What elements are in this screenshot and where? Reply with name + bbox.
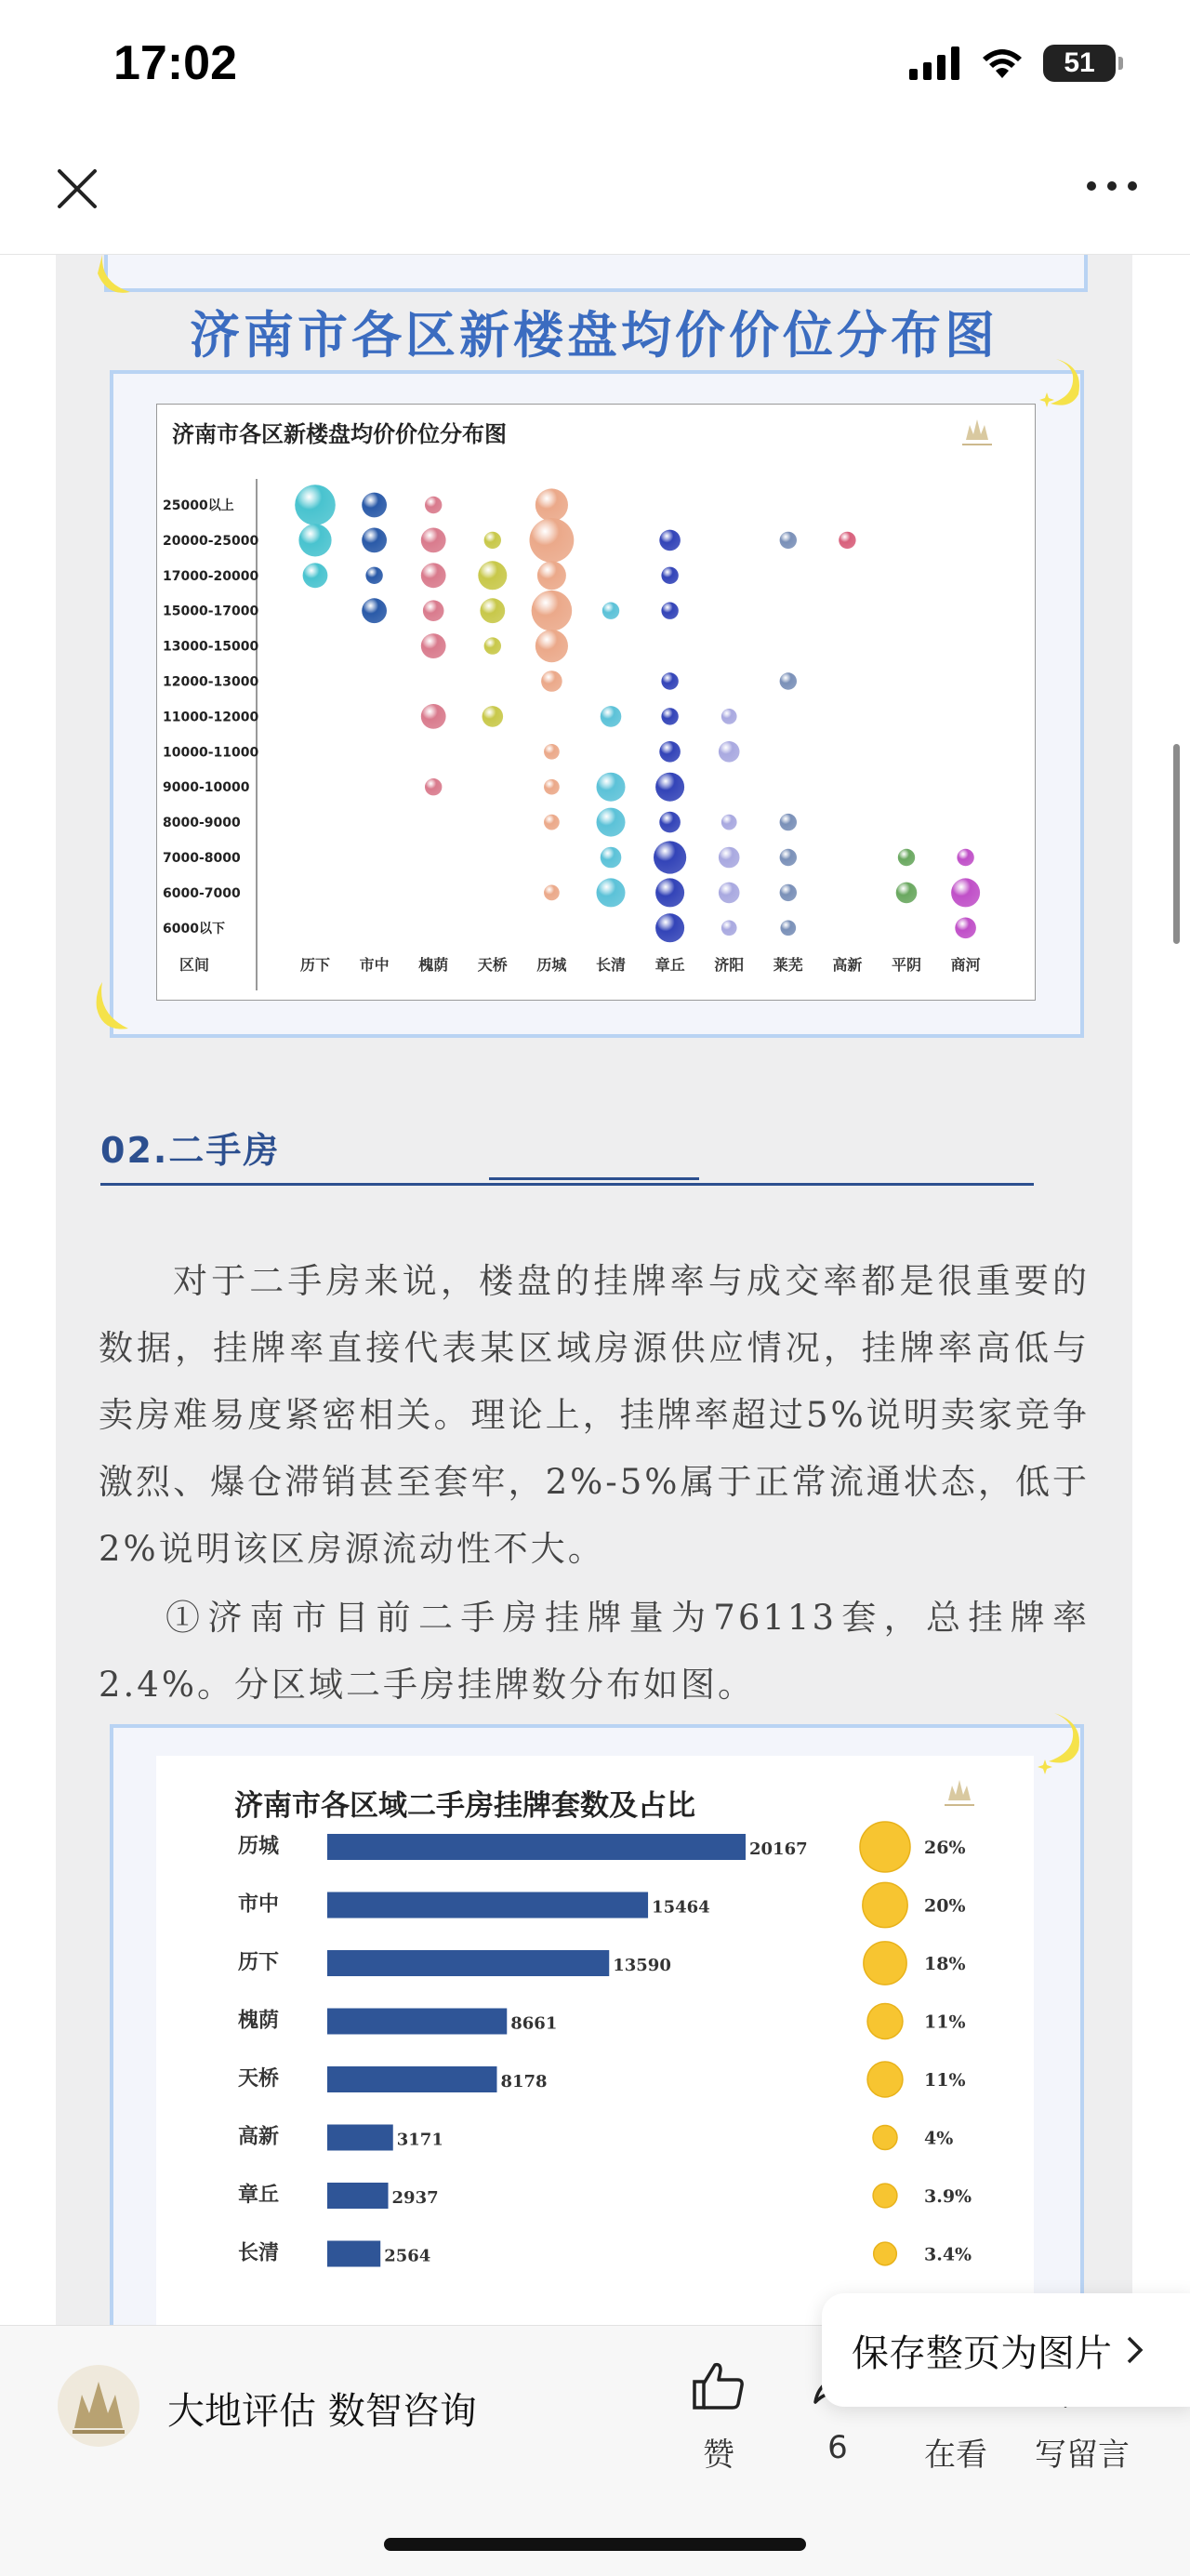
bubble-point	[780, 672, 797, 689]
bubble-point	[303, 563, 328, 588]
crescent-moon-icon	[93, 255, 149, 301]
bubble-point	[721, 709, 737, 724]
bubble-point	[544, 815, 560, 830]
status-icons	[909, 45, 1116, 82]
bubble-point	[719, 847, 740, 869]
bubble-point	[661, 603, 678, 619]
bar-category-label: 章丘	[237, 2184, 280, 2207]
y-tick-label: 6000-7000	[163, 885, 241, 901]
x-tick-label: 历下	[299, 956, 331, 974]
bar-chart	[156, 1756, 1034, 2327]
share-label: 11%	[924, 2070, 966, 2091]
bar	[327, 2241, 380, 2267]
brand-logo-icon[interactable]	[56, 2363, 141, 2449]
bubble-point	[544, 744, 560, 760]
close-icon[interactable]	[54, 166, 100, 212]
bar-category-label: 天桥	[237, 2067, 280, 2091]
bubble-point	[597, 878, 626, 907]
bubble-point	[780, 532, 797, 549]
crescent-moon-icon	[1038, 357, 1093, 413]
bar-value-label: 8661	[510, 2013, 558, 2034]
figure2-chart-panel	[156, 1756, 1034, 2327]
battery-icon: 51	[1043, 45, 1116, 82]
section-heading-underline	[100, 1183, 1034, 1186]
watching-label: 在看	[924, 2437, 987, 2474]
nav-bar	[0, 130, 1190, 255]
y-tick-label: 15000-17000	[163, 604, 259, 619]
bubble-point	[780, 920, 796, 936]
bubble-point	[421, 633, 446, 658]
chart-title: 济南市各区域二手房挂牌套数及占比	[234, 1789, 695, 1823]
bubble-point	[365, 567, 382, 584]
wifi-icon	[980, 46, 1025, 80]
bubble-point	[780, 814, 797, 830]
share-count: 6	[827, 2429, 848, 2466]
bubble-point	[541, 671, 562, 692]
bubble-point	[719, 883, 740, 904]
figure1-banner-title: 济南市各区新楼盘均价价位分布图	[190, 306, 998, 365]
like-label: 赞	[703, 2437, 734, 2474]
bar-value-label: 13590	[613, 1956, 671, 1975]
like-button[interactable]	[686, 2359, 751, 2475]
x-tick-label: 莱芜	[773, 956, 803, 974]
y-tick-label: 12000-13000	[163, 674, 259, 690]
share-label: 26%	[924, 1838, 966, 1858]
y-tick-label: 11000-12000	[163, 710, 259, 725]
y-tick-label: 6000以下	[163, 921, 225, 936]
bar-value-label: 15464	[652, 1897, 710, 1918]
bubble-point	[425, 778, 442, 795]
bubble-point	[530, 518, 575, 563]
bubble-point	[295, 485, 336, 525]
bar-category-label: 历下	[237, 1951, 280, 1974]
bubble-point	[661, 567, 678, 584]
crescent-moon-icon	[1034, 1711, 1093, 1786]
chevron-right-icon	[1125, 2334, 1145, 2366]
home-indicator[interactable]	[384, 2538, 806, 2551]
article-content[interactable]	[0, 255, 1190, 2327]
bubble-point	[421, 704, 446, 729]
bubble-point	[362, 528, 387, 553]
status-time: 17:02	[113, 36, 237, 90]
account-name[interactable]: 大地评估 数智咨询	[167, 2390, 477, 2433]
bubble-point	[478, 561, 507, 590]
bubble-point	[898, 849, 915, 866]
x-tick-label: 长清	[595, 956, 627, 974]
thumbs-up-icon	[691, 2359, 747, 2411]
bubble-point	[721, 920, 737, 936]
y-tick-label: 7000-8000	[163, 851, 241, 866]
bubble-point	[780, 884, 797, 901]
bubble-point	[532, 591, 573, 631]
bar-value-label: 8178	[500, 2072, 548, 2091]
share-label: 11%	[924, 2012, 966, 2033]
y-tick-label: 20000-25000	[163, 533, 259, 549]
bubble-point	[661, 708, 678, 724]
share-bubble	[863, 1882, 907, 1927]
bar-category-label: 槐荫	[237, 2009, 280, 2033]
bubble-point	[537, 561, 566, 590]
bar	[327, 1892, 648, 1919]
bubble-point	[896, 883, 918, 904]
x-axis-label: 区间	[179, 956, 210, 974]
x-tick-label: 商河	[950, 956, 981, 974]
more-dots-icon[interactable]	[1084, 167, 1140, 205]
bar-value-label: 2937	[391, 2188, 439, 2208]
bubble-point	[659, 530, 681, 551]
bubble-point	[655, 913, 684, 942]
bubble-point	[484, 637, 501, 654]
x-tick-label: 章丘	[654, 956, 685, 974]
crescent-moon-icon	[93, 980, 158, 1036]
bubble-point	[602, 603, 619, 619]
bubble-point	[536, 630, 568, 662]
save-page-as-image-button[interactable]	[822, 2293, 1190, 2407]
y-tick-label: 10000-11000	[163, 745, 259, 761]
bar-category-label: 市中	[237, 1892, 280, 1917]
bubble-point	[425, 497, 442, 513]
bubble-point	[951, 878, 980, 907]
bubble-point	[655, 878, 684, 907]
bar-value-label: 2564	[384, 2246, 431, 2266]
share-bubble	[867, 2062, 903, 2097]
y-tick-label: 25000以上	[163, 498, 234, 513]
comment-label: 写留言	[1035, 2437, 1130, 2474]
bubble-point	[955, 918, 976, 939]
cellular-signal-icon	[909, 46, 961, 80]
section-heading: 02.二手房	[100, 1130, 281, 1171]
bubble-point	[654, 841, 686, 873]
chart-title: 济南市各区新楼盘均价价位分布图	[172, 421, 507, 447]
bubble-point	[483, 706, 504, 727]
status-bar	[0, 0, 1190, 130]
bubble-point	[780, 849, 797, 866]
x-tick-label: 高新	[832, 956, 863, 974]
bubble-point	[957, 849, 973, 866]
bubble-point	[421, 528, 446, 553]
section-heading-underline-accent	[489, 1177, 699, 1180]
paragraph-intro: 对于二手房来说，楼盘的挂牌率与成交率都是很重要的数据，挂牌率直接代表某区域房源供应情况，挂牌率高低与卖房难易度紧密相关。理论上，挂牌率超过5%说明卖家竞争激烈、爆仓滞销甚至套牢，2%-5%属于正常流通状态，低于2%说明该区房源流动性不大。	[99, 1261, 1090, 1569]
scrollbar-thumb[interactable]	[1173, 744, 1180, 944]
share-bubble	[873, 2184, 897, 2208]
bubble-chart	[157, 405, 1035, 1000]
x-tick-label: 平阴	[891, 956, 922, 974]
bar-value-label: 20167	[749, 1839, 808, 1859]
bubble-point	[601, 847, 622, 869]
y-tick-label: 17000-20000	[163, 568, 259, 584]
save-page-label: 保存整页为图片	[852, 2331, 1112, 2375]
chart-logo	[945, 1780, 974, 1806]
bar-category-label: 长清	[237, 2241, 280, 2265]
y-tick-label: 9000-10000	[163, 780, 250, 796]
bubble-point	[601, 706, 622, 727]
bar	[327, 1834, 746, 1860]
share-label: 18%	[924, 1954, 966, 1974]
share-label: 3.4%	[924, 2244, 972, 2265]
share-bubble	[874, 2242, 897, 2265]
figure1-chart-panel	[156, 404, 1036, 1001]
bar	[327, 2009, 507, 2035]
bubble-point	[423, 600, 444, 621]
bubble-point	[659, 741, 681, 763]
paragraph-listing-total: ①济南市目前二手房挂牌量为76113套，总挂牌率2.4%。分区域二手房挂牌数分布如图。	[99, 1598, 1090, 1705]
bubble-point	[544, 779, 560, 795]
figure1-top-frame	[104, 255, 1088, 292]
bubble-point	[659, 812, 681, 833]
x-tick-label: 天桥	[477, 956, 508, 974]
bubble-point	[484, 532, 501, 549]
bubble-point	[661, 672, 678, 689]
bubble-point	[839, 532, 855, 549]
share-bubble	[867, 2004, 903, 2039]
y-tick-label: 13000-15000	[163, 639, 259, 655]
bubble-point	[298, 524, 331, 556]
bar	[327, 2125, 393, 2151]
bubble-point	[362, 598, 387, 623]
share-bubble	[864, 1942, 906, 1985]
bubble-point	[719, 741, 740, 763]
bar	[327, 2066, 496, 2092]
bubble-point	[362, 493, 387, 518]
bubble-point	[544, 885, 560, 901]
bubble-point	[597, 773, 626, 802]
share-label: 4%	[924, 2128, 954, 2149]
x-tick-label: 济阳	[714, 956, 745, 974]
bar-category-label: 历城	[237, 1835, 280, 1858]
share-label: 20%	[924, 1895, 966, 1917]
x-tick-label: 历城	[536, 956, 567, 974]
share-bubble	[873, 2125, 897, 2149]
bar	[327, 1950, 609, 1976]
bubble-point	[597, 808, 626, 837]
chart-logo	[962, 419, 992, 445]
bubble-point	[721, 815, 737, 830]
bubble-point	[655, 773, 684, 802]
bubble-point	[480, 598, 505, 623]
bubble-point	[421, 563, 446, 588]
bubble-point	[536, 488, 568, 521]
share-label: 3.9%	[924, 2186, 972, 2207]
bar-category-label: 高新	[237, 2125, 280, 2149]
x-tick-label: 槐荫	[418, 956, 449, 974]
bar	[327, 2183, 389, 2209]
y-tick-label: 8000-9000	[163, 816, 241, 831]
x-tick-label: 市中	[359, 956, 390, 974]
bar-value-label: 3171	[396, 2130, 443, 2150]
share-bubble	[860, 1822, 910, 1872]
